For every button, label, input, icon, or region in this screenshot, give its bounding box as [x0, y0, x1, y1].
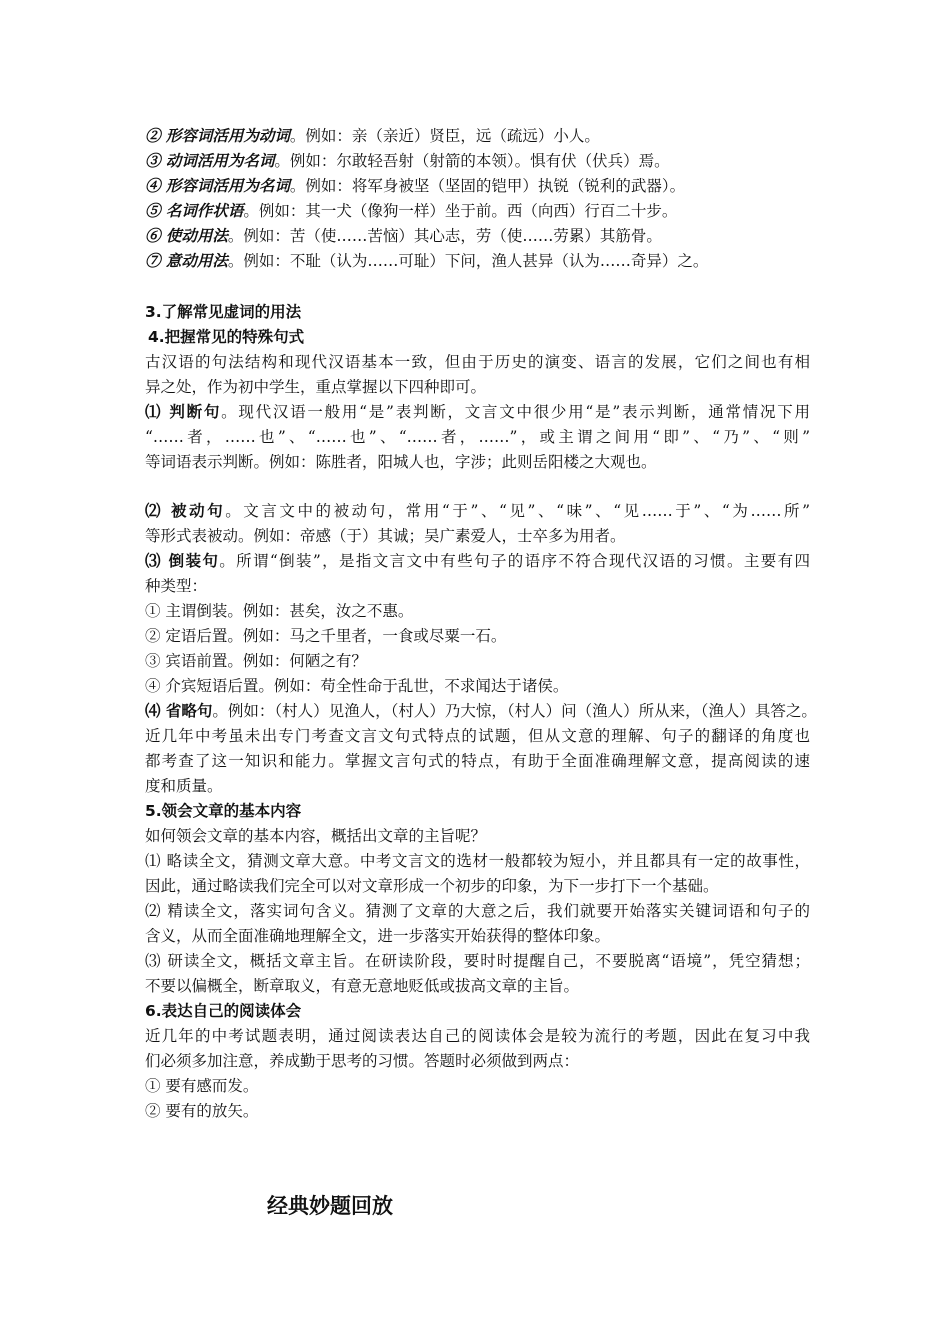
list-item: ② 定语后置。例如：马之千里者，一食或尽粟一石。	[145, 627, 507, 645]
section-6-title: 6.表达自己的阅读体会	[145, 1002, 302, 1020]
paragraph-line: 近几年中考虽未出专门考查文言文句式特点的试题，但从文意的理解、句子的翻译的角度也	[145, 727, 810, 745]
usage-line: ⑥ 使动用法。例如：苦（使……苦恼）其心志，劳（使……劳累）其筋骨。	[145, 226, 662, 245]
paragraph-line: 等词语表示判断。例如：陈胜者，阳城人也，字涉；此则岳阳楼之大观也。	[145, 453, 657, 471]
list-item: ③ 宾语前置。例如：何陋之有？	[145, 652, 367, 670]
list-item: ④ 介宾短语后置。例如：苟全性命于乱世，不求闻达于诸侯。	[145, 677, 569, 695]
section-3-title: 3.了解常见虚词的用法	[145, 303, 302, 321]
paragraph-line: 异之处，作为初中学生，重点掌握以下四种即可。	[145, 378, 487, 396]
paragraph-line: 近几年的中考试题表明，通过阅读表达自己的阅读体会是较为流行的考题，因此在复习中我	[145, 1027, 810, 1045]
list-item: ② 要有的放矢。	[145, 1102, 259, 1120]
paragraph-line: 度和质量。	[145, 777, 223, 795]
usage-line: ② 形容词活用为动词。例如：亲（亲近）贤臣，远（疏远）小人。	[145, 126, 600, 145]
paragraph-line: 含义，从而全面准确地理解全文，进一步落实开始获得的整体印象。	[145, 927, 611, 945]
paragraph-line: 都考查了这一知识和能力。掌握文言句式的特点，有助于全面准确理解文意，提高阅读的速	[145, 752, 810, 770]
inverted-sentence-line: ⑶ 倒装句。所谓“倒装”，是指文言文中有些句子的语序不符合现代汉语的习惯。主要有四	[145, 551, 810, 570]
footer-heading: 经典妙题回放	[267, 1194, 393, 1218]
list-item: ① 主谓倒装。例如：甚矣，汝之不惠。	[145, 602, 414, 620]
passive-sentence-line: ⑵ 被动句。文言文中的被动句，常用“于”、“见”、“味”、“见……于”、“为……所”	[145, 501, 810, 520]
judgment-sentence-line: ⑴ 判断句。现代汉语一般用“是”表判断，文言文中很少用“是”表示判断，通常情况下用	[145, 402, 810, 421]
paragraph-line: 古汉语的句法结构和现代汉语基本一致，但由于历史的演变、语言的发展，它们之间也有相	[145, 353, 810, 371]
section-5-title: 5.领会文章的基本内容	[145, 802, 302, 820]
usage-line: ④ 形容词活用为名词。例如：将军身被坚（坚固的铠甲）执锐（锐利的武器）。	[145, 176, 686, 195]
omission-sentence-line: ⑷ 省略句。例如：（村人）见渔人，（村人）乃大惊，（村人）问（渔人）所从来，（渔人）具答之。	[145, 701, 817, 720]
paragraph-line: ⑵ 精读全文，落实词句含义。猜测了文章的大意之后，我们就要开始落实关键词语和句子的	[145, 902, 810, 920]
paragraph-line: 种类型：	[145, 577, 208, 595]
paragraph-line: ⑴ 略读全文，猜测文章大意。中考文言文的选材一般都较为短小，并且都具有一定的故事性，	[145, 852, 810, 870]
paragraph-line: 不要以偏概全，断章取义，有意无意地贬低或拔高文章的主旨。	[145, 977, 580, 995]
section-4-title: 4.把握常见的特殊句式	[148, 328, 305, 346]
list-item: ① 要有感而发。	[145, 1077, 259, 1095]
usage-line: ③ 动词活用为名词。例如：尔敢轻吾射（射箭的本领）。惧有伏（伏兵）焉。	[145, 151, 670, 170]
paragraph-line: ⑶ 研读全文，概括文章主旨。在研读阶段，要时时提醒自己，不要脱离“语境”，凭空猜想；	[145, 952, 810, 970]
usage-line: ⑦ 意动用法。例如：不耻（认为……可耻）下问，渔人甚异（认为……奇异）之。	[145, 251, 709, 270]
paragraph-line: 等形式表被动。例如：帝感（于）其诚；吴广素爱人，士卒多为用者。	[145, 527, 626, 545]
paragraph-line: 如何领会文章的基本内容，概括出文章的主旨呢？	[145, 827, 487, 845]
paragraph-line: 们必须多加注意，养成勤于思考的习惯。答题时必须做到两点：	[145, 1052, 580, 1070]
paragraph-line: 因此，通过略读我们完全可以对文章形成一个初步的印象，为下一步打下一个基础。	[145, 877, 719, 895]
paragraph-line: “……者，……也”、“……也”、“……者，……”，或主谓之间用“即”、“乃”、“则”	[145, 428, 810, 446]
usage-line: ⑤ 名词作状语。例如：其一犬（像狗一样）坐于前。西（向西）行百二十步。	[145, 201, 678, 220]
